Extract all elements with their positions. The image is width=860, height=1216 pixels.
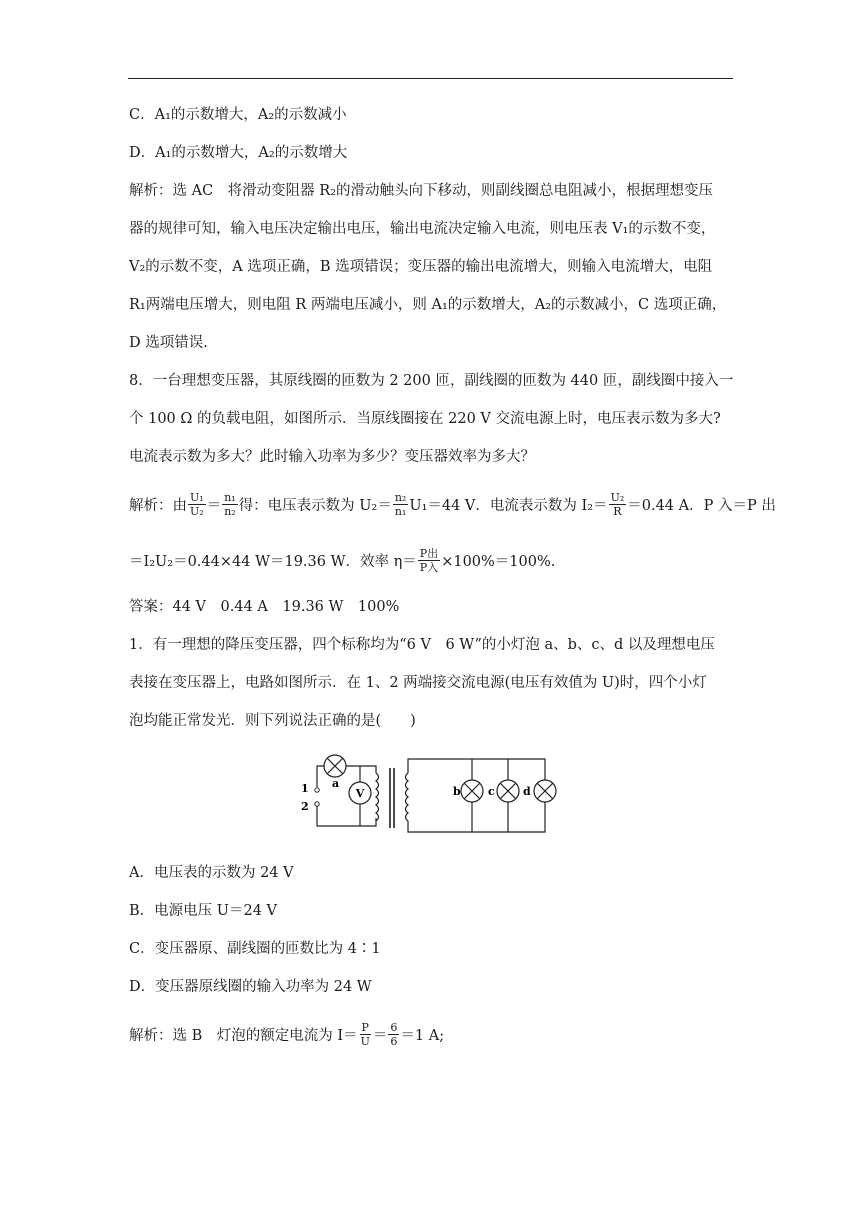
- lamp-a-label: a: [332, 777, 340, 790]
- fraction-denominator: 6: [390, 1034, 398, 1048]
- fraction-p-u: [359, 1021, 372, 1048]
- lamp-c-icon: [497, 780, 519, 802]
- lamp-a-icon: [324, 755, 346, 777]
- option-c: C．变压器原、副线圈的匝数比为 4∶1: [129, 941, 381, 957]
- fraction-u2-r: [609, 491, 627, 518]
- fraction-denominator: P入: [419, 560, 439, 574]
- terminal-2-label: 2: [301, 800, 309, 813]
- solution-text: ×100%＝100%.: [441, 553, 556, 570]
- analysis-line-2: 器的规律可知，输入电压决定输出电压，输出电流决定输入电流，则电压表 V₁的示数不变，: [129, 221, 716, 237]
- option-b: B．电源电压 U＝24 V: [129, 903, 278, 919]
- document-body: [129, 96, 776, 1062]
- fraction-u1-u2: [188, 491, 206, 518]
- fraction-6-6: [388, 1021, 399, 1048]
- fraction-denominator: R: [613, 504, 622, 518]
- lamp-d-icon: [534, 780, 556, 802]
- fraction-efficiency: [418, 547, 440, 574]
- lamp-b-label: b: [453, 785, 461, 798]
- option-d: D．变压器原线圈的输入功率为 24 W: [129, 979, 372, 995]
- analysis-text: 解析：选 B 灯泡的额定电流为 I＝: [129, 1027, 358, 1044]
- fraction-numerator: 6: [390, 1020, 398, 1034]
- terminal-2-icon: [315, 802, 319, 806]
- analysis-line-5: D 选项错误.: [129, 335, 208, 351]
- solution-text: U₁＝44 V．电流表示数为 I₂＝: [409, 497, 608, 514]
- fraction-denominator: U: [360, 1034, 370, 1048]
- solution-line-1: [129, 476, 776, 532]
- voltmeter-label: V: [355, 787, 365, 800]
- lamp-d-label: d: [523, 785, 531, 798]
- fraction-numerator: P出: [419, 546, 439, 560]
- answer-line: 答案：44 V 0.44 A 19.36 W 100%: [129, 599, 400, 615]
- fraction-numerator: U₁: [190, 490, 204, 504]
- analysis-line-4: R₁两端电压增大，则电阻 R 两端电压减小，则 A₁的示数增大，A₂的示数减小，C 选项正确，: [129, 297, 727, 313]
- final-analysis-line: [129, 1006, 734, 1062]
- fraction-denominator: n₁: [394, 504, 407, 518]
- lamp-b-icon: [461, 780, 483, 802]
- solution-line-2: [129, 532, 734, 588]
- fraction-denominator: U₂: [190, 504, 204, 518]
- analysis-text: ＝1 A;: [400, 1027, 445, 1044]
- terminal-1-icon: [315, 788, 319, 792]
- question-1-line-2: 表接在变压器上，电路如图所示．在 1、2 两端接交流电源(电压有效值为 U)时，四个小灯: [129, 675, 707, 691]
- fraction-denominator: n₂: [224, 504, 236, 518]
- fraction-numerator: n₁: [224, 490, 236, 504]
- fraction-numerator: U₂: [610, 490, 625, 504]
- analysis-line-1: 解析：选 AC 将滑动变阻器 R₂的滑动触头向下移动，则副线圈总电阻减小，根据理想变压: [129, 183, 714, 199]
- terminal-1-label: 1: [301, 782, 309, 795]
- fraction-numerator: n₂: [394, 490, 407, 504]
- solution-text: 得：电压表示数为 U₂＝: [238, 497, 392, 514]
- question-8-line-1: 8．一台理想变压器，其原线圈的匝数为 2 200 匝，副线圈的匝数为 440 匝，副线圈中接入一: [129, 373, 734, 389]
- analysis-line-3: V₂的示数不变，A 选项正确，B 选项错误；变压器的输出电流增大，则输入电流增大，电阻: [129, 259, 713, 275]
- question-8-line-2: 个 100 Ω 的负载电阻，如图所示．当原线圈接在 220 V 交流电源上时，电压表示数为多大?: [129, 411, 721, 427]
- lamp-c-label: c: [488, 785, 495, 798]
- equals-sign: ＝: [206, 497, 222, 514]
- header-rule: [128, 78, 733, 79]
- option-a: A．电压表的示数为 24 V: [129, 865, 294, 881]
- fraction-n2-n1: [393, 491, 409, 518]
- equals-sign: ＝: [372, 1027, 388, 1044]
- circuit-diagram: [286, 748, 558, 846]
- solution-text: 解析：由: [129, 497, 187, 514]
- fraction-n1-n2: [222, 491, 238, 518]
- option-d-prev: D．A₁的示数增大，A₂的示数增大: [129, 145, 348, 161]
- option-c-prev: C．A₁的示数增大，A₂的示数减小: [129, 107, 347, 123]
- question-1-line-3: 泡均能正常发光．则下列说法正确的是( ): [129, 713, 416, 729]
- fraction-numerator: P: [361, 1020, 369, 1034]
- solution-text: ＝0.44 A．P 入＝P 出: [627, 497, 776, 514]
- question-8-line-3: 电流表示数为多大？此时输入功率为多少？变压器效率为多大？: [129, 449, 535, 465]
- solution-text: ＝I₂U₂＝0.44×44 W＝19.36 W．效率 η＝: [129, 553, 417, 570]
- question-1-line-1: 1．有一理想的降压变压器，四个标称均为“6 V 6 W”的小灯泡 a、b、c、d 以及理想电压: [129, 637, 715, 653]
